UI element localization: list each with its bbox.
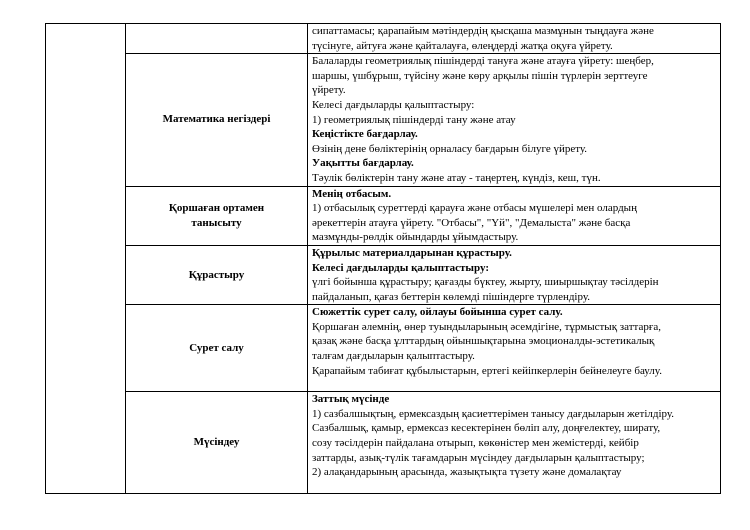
table-row — [46, 245, 721, 304]
content-line: Құрылыс материалдарынан құрастыру. — [312, 246, 512, 259]
table-row — [46, 392, 721, 494]
content-line: Келесі дағдыларды қалыптастыру: — [312, 98, 475, 111]
subject-cell — [126, 305, 308, 392]
content-line: 2) алақандарының арасында, жазықтықта түзету және домалақтау — [312, 466, 622, 479]
content-line: үйрету. — [312, 84, 346, 97]
subject-title-construction: Құрастыру — [188, 268, 245, 281]
content-line: Тәулік бөліктерін тану және атау - таңертең, күндіз, кеш, түн. — [312, 171, 601, 184]
content-line: Өзінің дене бөліктерінің орналасу бағдарын білуге үйрету. — [312, 142, 588, 155]
content-line: 1) сазбалшықтың, ермексаздың қасиеттерімен танысу дағдыларын жетілдіру. — [312, 407, 675, 420]
content-cell — [308, 186, 721, 245]
content-cell — [308, 392, 721, 494]
content-line: талғам дағдыларын қалыптастыру. — [312, 350, 475, 363]
subject-cell — [126, 186, 308, 245]
content-line: Сазбалшық, қамыр, ермексаз кесектерінен бөліп алу, доңғелектеу, ширату, — [312, 422, 661, 435]
content-line: Заттық мүсінде — [312, 393, 390, 406]
content-line: шаршы, үшбұрыш, түйсіну және көру арқылы пішін түрлерін зерттеуге — [312, 69, 648, 82]
content-line: үлгі бойынша құрастыру; қағазды бүктеу, жырту, шиыршықтау тәсілдерін — [312, 276, 659, 289]
content-line: сипаттамасы; қарапайым мәтіндердің қысқаша мазмұнын тыңдауға және — [312, 25, 654, 37]
content-line: заттарды, азық-түлік тағамдарын мүсіндеу дағдыларын қалыптастыру; — [312, 451, 645, 464]
content-line: Қоршаған әлемнің, өнер туындыларының әсемдігіне, тұрмыстық заттарға, — [312, 320, 662, 333]
content-line: Сюжеттік сурет салу, ойлауы бойынша сурет салу. — [312, 306, 563, 319]
content-line: Балаларды геометриялық пішіндерді тануға және атауға үйрету: шеңбер, — [312, 55, 654, 68]
content-cell — [308, 245, 721, 304]
subject-title-math: Математика негіздері — [162, 113, 271, 126]
subject-cell — [126, 24, 308, 54]
content-line: қазақ және басқа ұлттардың ойыншықтарына эмоционалды-эстетикалық — [312, 335, 655, 348]
content-cell — [308, 24, 721, 54]
content-line: Кеңістікте бағдарлау. — [312, 128, 418, 141]
content-cell — [308, 305, 721, 392]
subject-cell — [126, 245, 308, 304]
table-row — [46, 24, 721, 54]
subject-title-environment-line1: Қоршаған ортамен — [168, 202, 265, 215]
content-line: созу тәсілдерін пайдалана отырып, көкөністер мен жемістерді, кейбір — [312, 437, 639, 450]
table-row — [46, 54, 721, 186]
table-row — [46, 186, 721, 245]
subject-title-environment-line2: танысыту — [191, 216, 242, 229]
content-line: пайдаланып, қағаз беттерін көлемді пішіндерге түрлендіру. — [312, 290, 590, 303]
subject-title-drawing: Сурет салу — [189, 341, 244, 354]
subject-cell — [126, 392, 308, 494]
content-line: 1) геометриялық пішіндерді тану және атау — [312, 113, 516, 126]
content-cell — [308, 54, 721, 186]
content-line: әрекеттерін атауға үйрету. "Отбасы", "Үй", "Демалыста" және басқа — [312, 216, 631, 229]
content-line: түсінуге, айтуға және қайталауға, өлеңдерді жатқа оқуға үйрету. — [312, 39, 613, 52]
section-cell — [46, 24, 126, 494]
subject-title-modeling: Мүсіндеу — [193, 436, 240, 449]
curriculum-table — [45, 23, 721, 494]
content-line: Қарапайым табиғат құбылыстарын, ертегі кейіпкерлерін бейнелеуге баулу. — [312, 364, 662, 377]
content-line: Келесі дағдыларды қалыптастыру: — [312, 261, 490, 274]
content-line: мазмұнды-рөлдік ойындарды ұйымдастыру. — [312, 231, 519, 244]
table-row — [46, 305, 721, 392]
content-line: Уақытты бағдарлау. — [312, 157, 414, 170]
content-line: 1) отбасылық суреттерді қарауға және отбасы мүшелері мен олардың — [312, 202, 637, 215]
subject-cell — [126, 54, 308, 186]
content-line: Менің отбасым. — [312, 187, 392, 200]
